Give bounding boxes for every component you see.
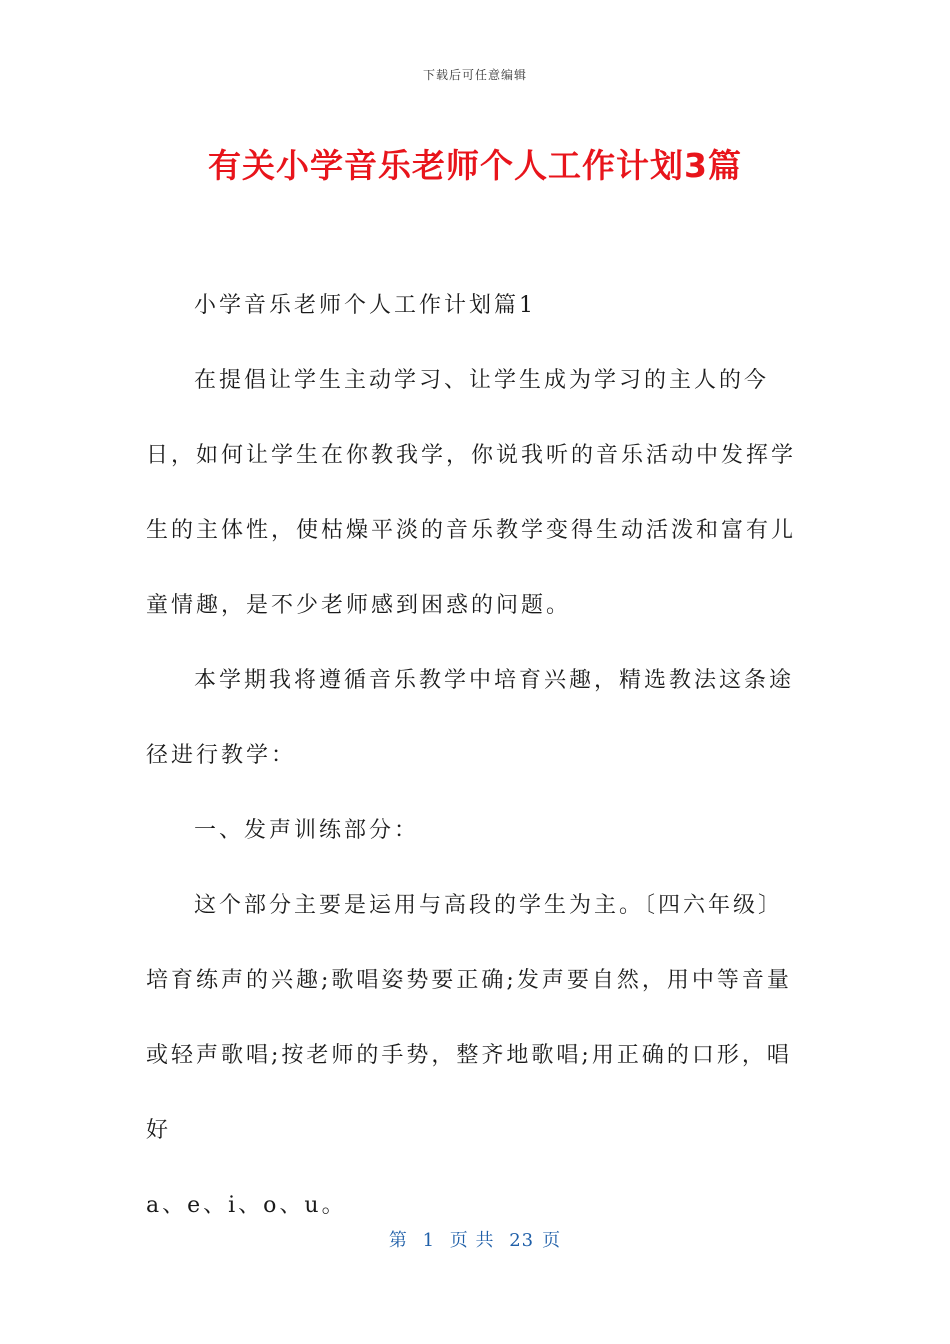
document-body (146, 268, 796, 1243)
paragraph: 本学期我将遵循音乐教学中培育兴趣，精选教法这条途径进行教学： (146, 668, 795, 768)
section-heading: 小学音乐老师个人工作计划篇1 (194, 293, 536, 318)
page-footer (0, 1226, 950, 1252)
paragraph-continuation: a、e、i、o、u。 (146, 1193, 347, 1218)
paragraph: 在提倡让学生主动学习、让学生成为学习的主人的今日，如何让学生在你教我学，你说我听的音乐活动中发挥学生的主体性，使枯燥平淡的音乐教学变得生动活泼和富有儿童情趣，是不少老师感到困惑的问题。 (146, 368, 797, 618)
total-pages-number: 23 (509, 1230, 535, 1251)
footer-suffix: 页 (542, 1230, 562, 1251)
document-title: 有关小学音乐老师个人工作计划3篇 (208, 146, 742, 185)
paragraph: 这个部分主要是运用与高段的学生为主。〔四六年级〕培育练声的兴趣;歌唱姿势要正确;发声要自然，用中等音量或轻声歌唱;按老师的手势，整齐地歌唱;用正确的口形，唱好 (146, 893, 792, 1143)
current-page-number: 1 (422, 1230, 436, 1251)
footer-middle: 页 共 (449, 1230, 495, 1251)
footer-prefix: 第 (388, 1230, 408, 1251)
subsection-heading: 一、发声训练部分： (194, 818, 420, 843)
header-note: 下载后可任意编辑 (422, 68, 527, 82)
